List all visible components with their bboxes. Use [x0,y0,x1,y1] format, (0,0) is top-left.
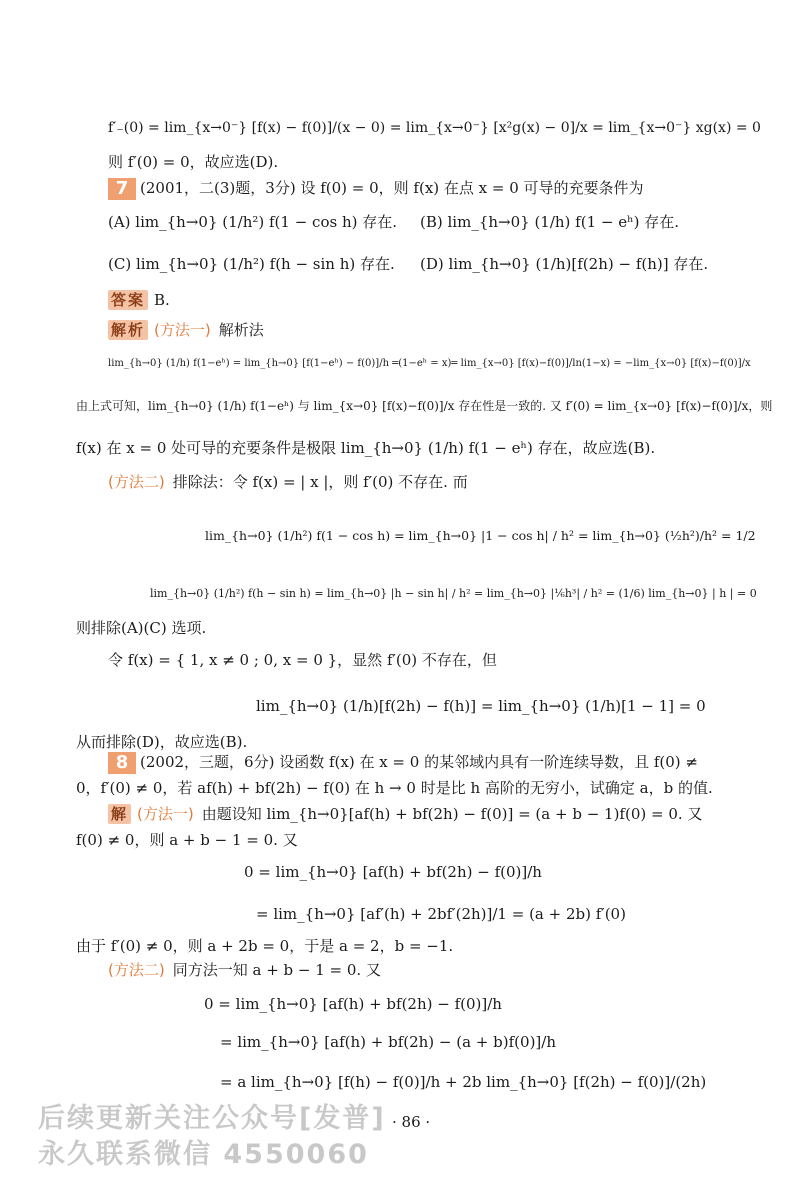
solution-equation-5: = a lim_{h→0} [f(h) − f(0)]/h + 2b lim_{h→0} [f(2h) − f(0)]/(2h) [220,1073,707,1091]
question-8-cont: 0，f′(0) ≠ 0，若 af(h) + bf(2h) − f(0) 在 h → 0 时是比 h 高阶的无穷小，试确定 a，b 的值. [76,779,713,797]
method-2-header-q8: (方法二) 同方法一知 a + b − 1 = 0. 又 [108,961,381,979]
analysis-text-2: f(x) 在 x = 0 处可导的充要条件是极限 lim_{h→0} (1/h) f(1 − eʰ) 存在，故应选(B). [76,439,656,457]
analysis-text-3: 则排除(A)(C) 选项. [76,619,207,637]
answer-line: 答案 B. [108,290,170,310]
analysis-tag: 解析 [108,320,148,340]
watermark-line-2: 永久联系微信 4550060 [38,1139,369,1170]
analysis-equation-2: lim_{h→0} (1/h²) f(1 − cos h) = lim_{h→0} |1 − cos h| / h² = lim_{h→0} (½h²)/h² = 1/2 [205,528,756,543]
question-7: 7 (2001，二(3)题，3分) 设 f(0) = 0，则 f(x) 在点 x = 0 可导的充要条件为 [108,178,644,200]
analysis-conclusion: 从而排除(D)，故应选(B). [76,733,248,751]
analysis-text-1: 由上式可知，lim_{h→0} (1/h) f(1−eʰ) 与 lim_{x→0} [f(x)−f(0)]/x 存在性是一致的. 又 f′(0) = lim_{x→0} [f(x)−f(0)]/x，则 [76,399,773,413]
option-c: (C) lim_{h→0} (1/h²) f(h − sin h) 存在. [108,255,395,273]
option-b: (B) lim_{h→0} (1/h) f(1 − eʰ) 存在. [420,213,679,231]
answer-tag: 答案 [108,290,148,310]
solution-equation-4: = lim_{h→0} [af(h) + bf(2h) − (a + b)f(0)]/h [220,1033,556,1051]
solution-equation-3: 0 = lim_{h→0} [af(h) + bf(2h) − f(0)]/h [204,995,502,1013]
question-8: 8 (2002，三题，6分) 设函数 f(x) 在 x = 0 的某邻域内具有一阶连续导数，且 f(0) ≠ [108,752,698,774]
question-number: 8 [108,752,136,774]
solution-text-1: f(0) ≠ 0，则 a + b − 1 = 0. 又 [76,831,298,849]
analysis-equation-4: lim_{h→0} (1/h)[f(2h) − f(h)] = lim_{h→0} (1/h)[1 − 1] = 0 [256,697,706,715]
option-a: (A) lim_{h→0} (1/h²) f(1 − cos h) 存在. [108,213,397,231]
conclusion-line: 则 f′(0) = 0，故应选(D). [108,153,279,171]
analysis-header: 解析 (方法一) 解析法 [108,320,264,340]
solution-text-2: 由于 f′(0) ≠ 0，则 a + 2b = 0，于是 a = 2，b = −1. [76,937,454,955]
analysis-equation-1: lim_{h→0} (1/h) f(1−eʰ) = lim_{h→0} [f(1−eʰ) − f(0)]/h ═(1−eʰ = x)═ lim_{x→0} [f(x)−f(0)]/ln(1−x) = −lim_{x→0} [f(x)−f(0)]/x [108,358,751,369]
solution-header: 解 (方法一) 由题设知 lim_{h→0}[af(h) + bf(2h) − f(0)] = (a + b − 1)f(0) = 0. 又 [108,804,702,824]
solution-equation-1: 0 = lim_{h→0} [af(h) + bf(2h) − f(0)]/h [244,863,542,881]
analysis-equation-3: lim_{h→0} (1/h²) f(h − sin h) = lim_{h→0} |h − sin h| / h² = lim_{h→0} |⅙h³| / h² = (1/6) lim_{h→0} | h | = 0 [150,587,757,600]
solution-equation-2: = lim_{h→0} [af′(h) + 2bf′(2h)]/1 = (a + 2b) f′(0) [256,905,626,923]
question-number: 7 [108,178,136,200]
method-2-header: (方法二) 排除法：令 f(x) = | x |，则 f′(0) 不存在. 而 [108,473,468,491]
watermark-line-1: 后续更新关注公众号[发普] [38,1103,386,1134]
derivation-line-1: f′₋(0) = lim_{x→0⁻} [f(x) − f(0)]/(x − 0) = lim_{x→0⁻} [x²g(x) − 0]/x = lim_{x→0⁻} xg(x) = 0 [108,120,761,136]
piecewise-definition: 令 f(x) = { 1, x ≠ 0 ; 0, x = 0 }，显然 f′(0) 不存在，但 [108,651,497,669]
solution-tag: 解 [108,804,131,824]
page-number: · 86 · [392,1113,431,1131]
option-d: (D) lim_{h→0} (1/h)[f(2h) − f(h)] 存在. [420,255,709,273]
